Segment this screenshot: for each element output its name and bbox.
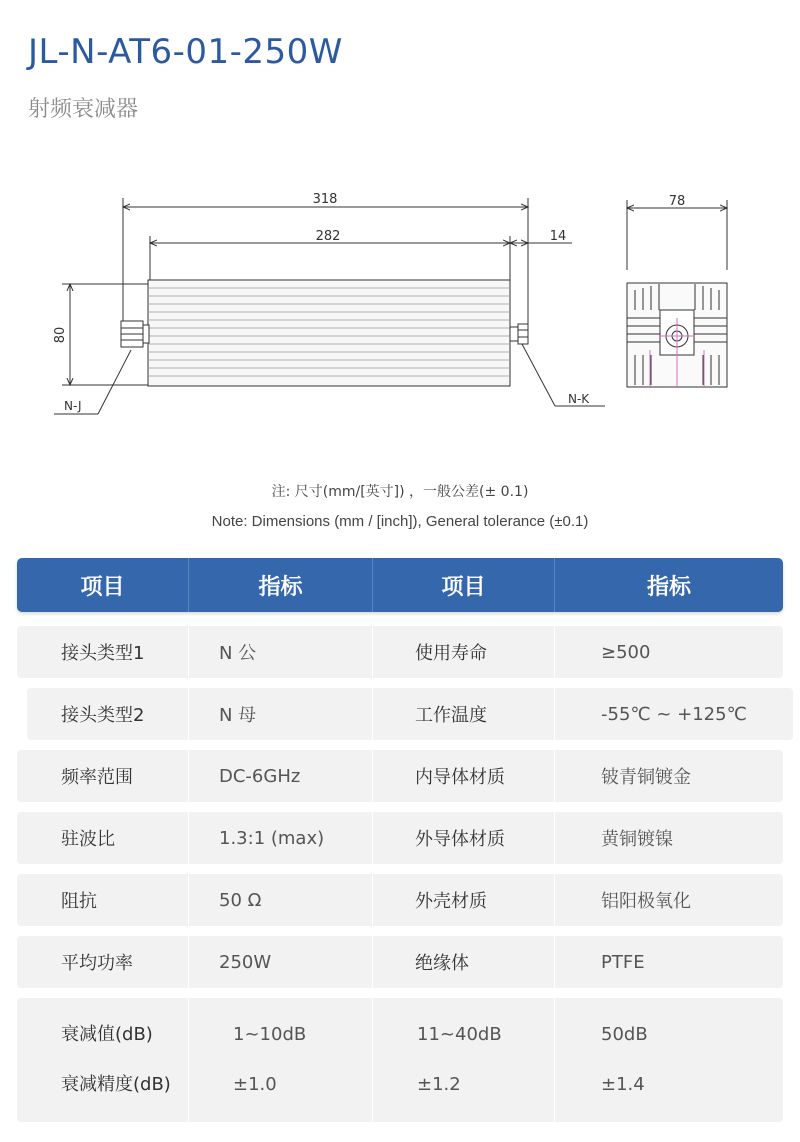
row-label-left: 接头类型1 [17, 626, 189, 678]
table-row [17, 626, 783, 678]
note-cn: 注: 尺寸(mm/[英寸]) ，一般公差(± 0.1) [271, 484, 529, 500]
table-row [17, 936, 783, 988]
product-title: JL-N-AT6-01-250W [28, 32, 343, 72]
attenuation-col-3 [555, 998, 783, 1122]
note-en: Note: Dimensions (mm / [inch]), General tolerance (±0.1) [211, 513, 589, 530]
attenuation-col-2 [373, 998, 555, 1122]
row-label-left: 阻抗 [17, 874, 189, 926]
attenuation-labels [17, 998, 189, 1122]
row-label-left: 驻波比 [17, 812, 189, 864]
attenuation-accuracy: ±1.4 [601, 1074, 645, 1095]
dim-total-label: 318 [312, 192, 338, 207]
table-row [27, 688, 793, 740]
row-value-right: ≥500 [601, 641, 651, 663]
attenuation-accuracy: ±1.0 [233, 1074, 277, 1095]
row-value-left: 250W [189, 936, 373, 988]
table-header [17, 558, 783, 612]
row-value-right: -55℃ ~ +125℃ [601, 703, 747, 725]
row-value-left: DC-6GHz [189, 750, 373, 802]
attenuation-accuracy-label: 衰减精度(dB) [61, 1074, 171, 1095]
row-label-right: 工作温度 [373, 688, 555, 740]
row-label-right: 内导体材质 [373, 750, 555, 802]
dim-height-label: 80 [53, 326, 68, 344]
row-value-left: N 公 [189, 626, 373, 678]
dim-width-label: 78 [668, 194, 686, 209]
dimension-drawing [0, 160, 800, 460]
row-value-right: 铍青铜镀金 [601, 767, 691, 788]
row-value-right: 黄铜镀镍 [601, 829, 673, 850]
row-label-right: 外导体材质 [373, 812, 555, 864]
attenuation-value: 50dB [601, 1024, 648, 1045]
row-label-right: 使用寿命 [373, 626, 555, 678]
row-value-left: 50 Ω [189, 874, 373, 926]
product-subtitle: 射频衰减器 [28, 97, 139, 122]
row-value-right: 铝阳极氧化 [601, 891, 691, 912]
attenuation-value-label: 衰减值(dB) [61, 1024, 153, 1045]
attenuation-value: 1~10dB [233, 1024, 307, 1045]
attenuation-accuracy: ±1.2 [417, 1074, 461, 1095]
header-spec-1: 指标 [189, 558, 373, 612]
connector-left-label: N-J [64, 399, 82, 413]
row-value-left: N 母 [189, 688, 373, 740]
attenuation-col-1 [189, 998, 373, 1122]
table-row [17, 750, 783, 802]
table-row [17, 812, 783, 864]
header-spec-2: 指标 [646, 574, 691, 600]
row-label-right: 外壳材质 [373, 874, 555, 926]
row-value-right: PTFE [601, 951, 645, 973]
row-value-left: 1.3:1 (max) [189, 812, 373, 864]
header-item-2: 项目 [373, 558, 555, 612]
table-row [17, 874, 783, 926]
attenuation-row [17, 998, 783, 1122]
header-item-1: 项目 [17, 558, 189, 612]
connector-right-label: N-K [568, 392, 590, 406]
dim-connector-label: 14 [549, 229, 567, 244]
row-label-left: 接头类型2 [27, 688, 189, 740]
row-label-left: 平均功率 [17, 936, 189, 988]
dim-body-label: 282 [315, 229, 341, 244]
row-label-left: 频率范围 [17, 750, 189, 802]
attenuation-value: 11~40dB [417, 1024, 502, 1045]
row-label-right: 绝缘体 [373, 936, 555, 988]
